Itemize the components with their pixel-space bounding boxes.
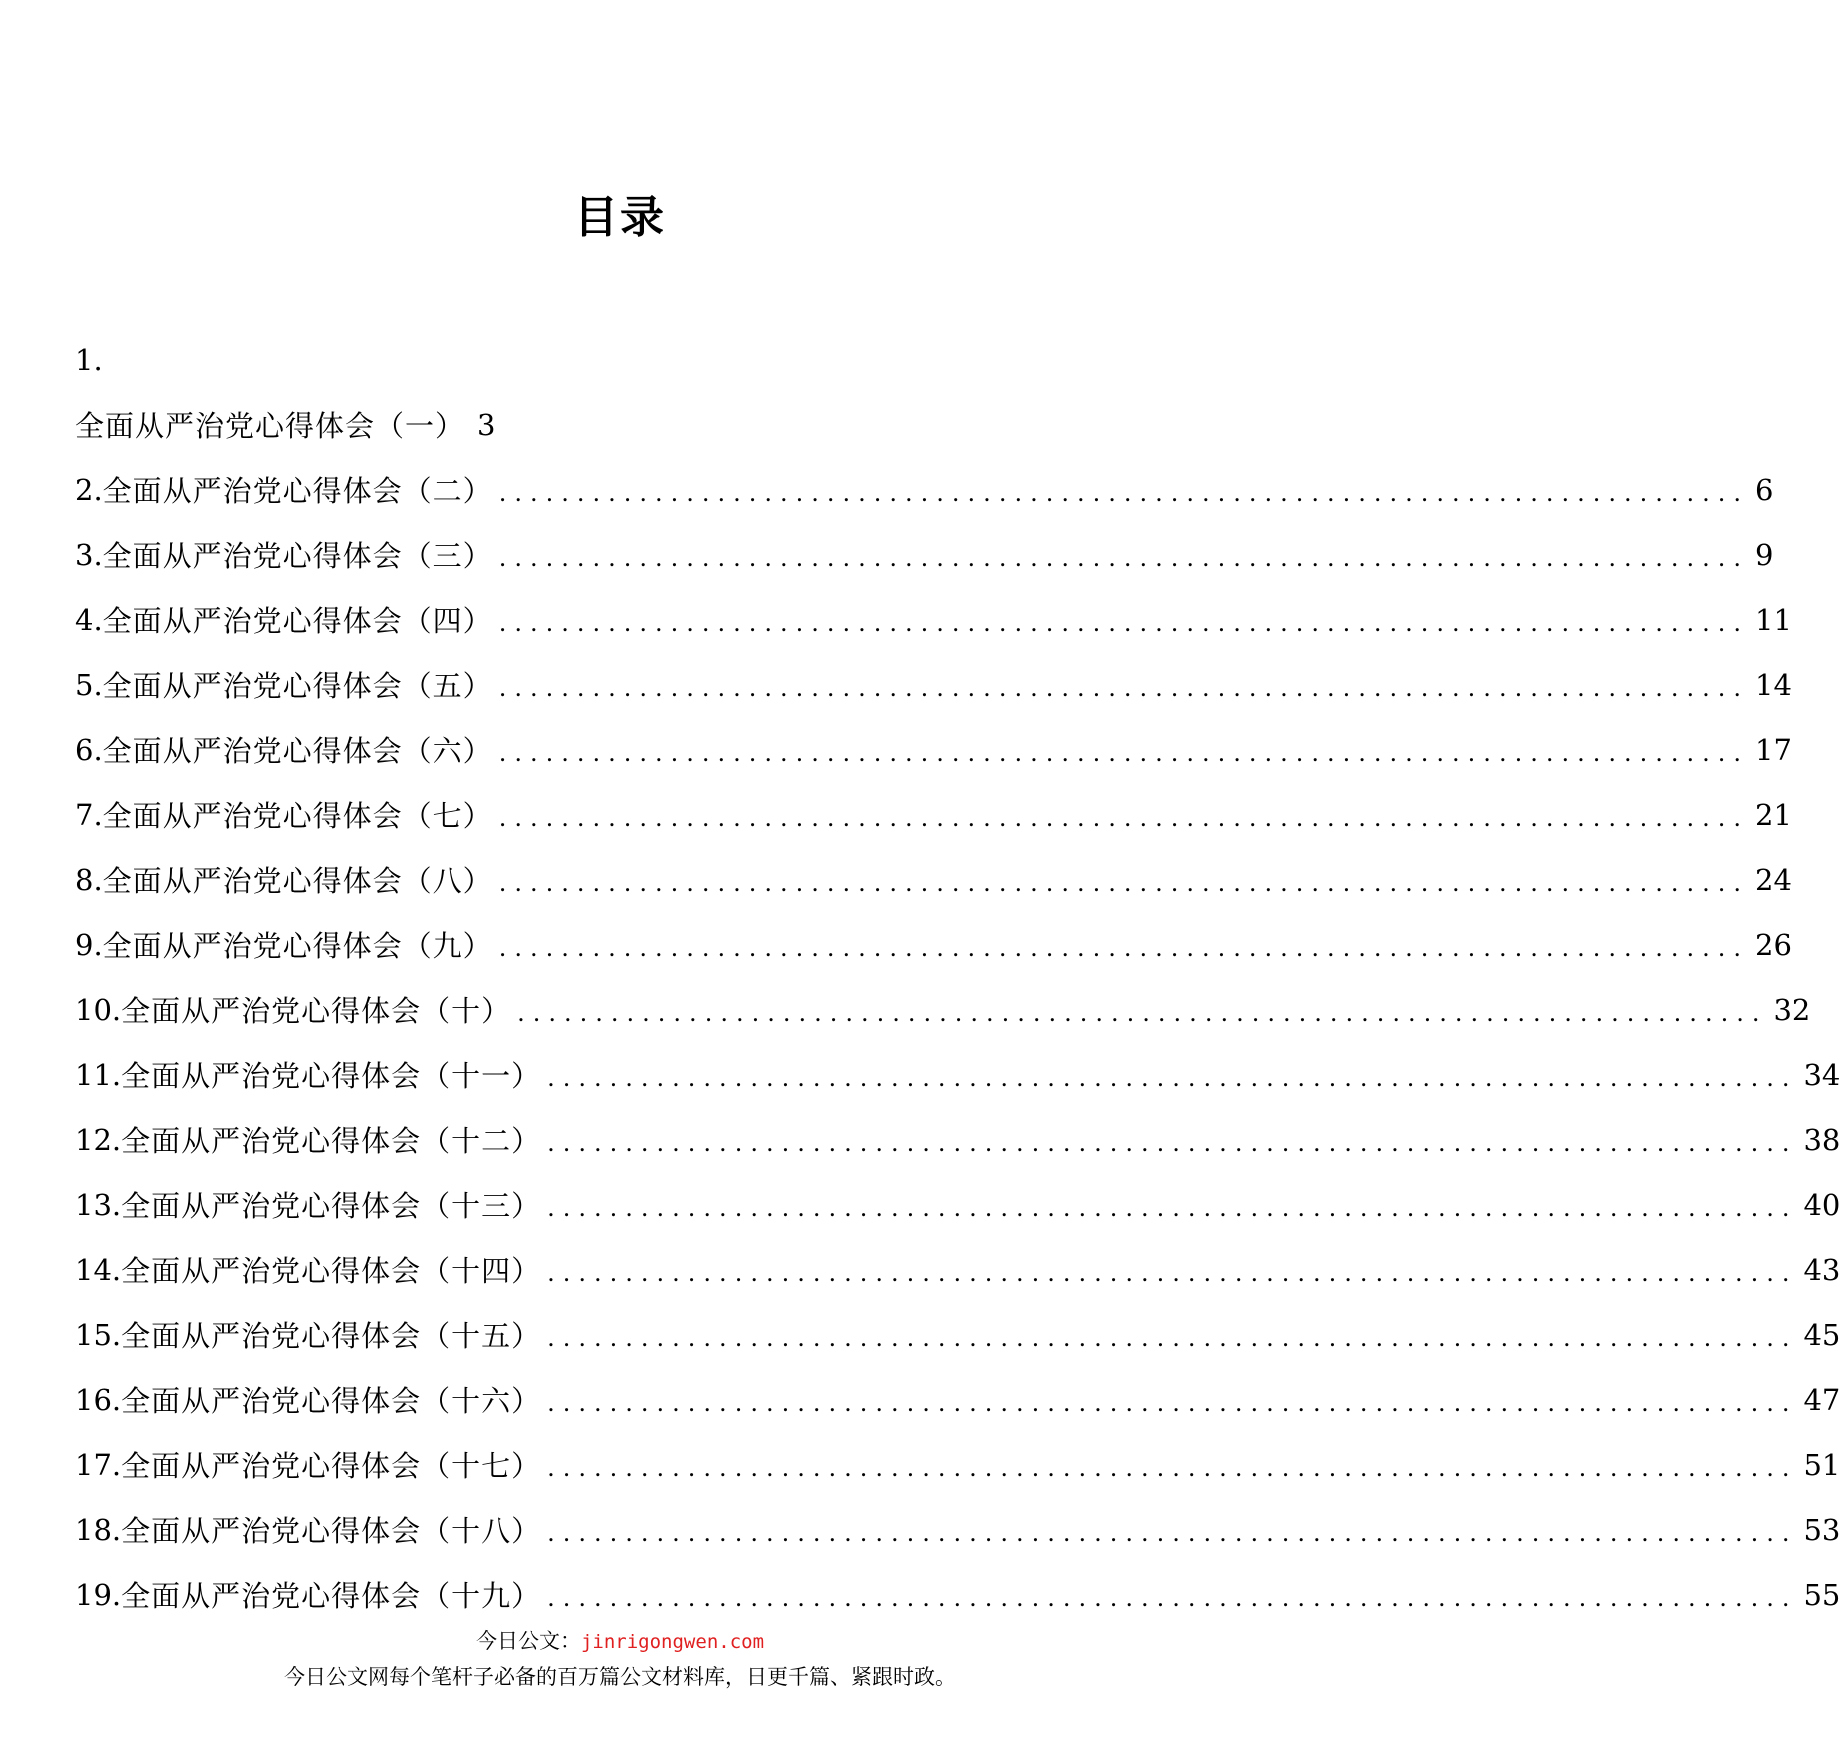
toc-entry-number: 11. <box>75 1057 122 1092</box>
toc-entry-label: 全面从严治党心得体会（十九） <box>121 1579 542 1613</box>
toc-entry-label: 全面从严治党心得体会（五） <box>102 669 493 703</box>
toc-entry-page: 9 <box>1755 537 1774 572</box>
toc-entry-page: 24 <box>1755 862 1792 897</box>
footer-slogan: 今日公文网每个笔杆子必备的百万篇公文材料库，日更千篇、紧跟时政。 <box>284 1665 956 1689</box>
toc-entry-5[interactable] <box>75 652 1792 717</box>
toc-dot-leader: ................................................................................ <box>498 673 1749 702</box>
toc-entry-12[interactable] <box>75 1107 1840 1172</box>
toc-entry-number: 12. <box>75 1122 122 1157</box>
toc-entry-label: 全面从严治党心得体会（四） <box>102 604 493 638</box>
toc-dot-leader: ................................................................................ <box>517 998 1768 1027</box>
toc-entry-10[interactable] <box>75 977 1811 1042</box>
toc-dot-leader: ................................................................................ <box>547 1388 1798 1417</box>
toc-entry-number: 8. <box>75 862 103 897</box>
toc-entries <box>75 457 1840 1627</box>
toc-entry-number: 19. <box>75 1577 122 1612</box>
toc-entry-label: 全面从严治党心得体会（十二） <box>121 1124 542 1158</box>
toc-entry-number: 2. <box>75 472 103 507</box>
toc-entry-page: 45 <box>1803 1317 1840 1352</box>
toc-entry-number: 17. <box>75 1447 122 1482</box>
toc-entry-8[interactable] <box>75 847 1792 912</box>
toc-entry-number: 10. <box>75 992 122 1027</box>
footer-site-label: 今日公文： <box>475 1629 581 1653</box>
footer-site-url[interactable]: jinrigongwen.com <box>580 1631 765 1653</box>
toc-dot-leader: ................................................................................ <box>498 738 1749 767</box>
toc-entry-number: 3. <box>75 537 103 572</box>
toc-entry-9[interactable] <box>75 912 1792 977</box>
toc-entry-11[interactable] <box>75 1042 1840 1107</box>
toc-entry-17[interactable] <box>75 1432 1840 1497</box>
toc-entry-page: 32 <box>1773 992 1811 1027</box>
toc-dot-leader: ................................................................................ <box>547 1583 1798 1612</box>
toc-entry-label: 全面从严治党心得体会（十四） <box>121 1254 542 1288</box>
toc-entry-label: 全面从严治党心得体会（一） <box>75 409 466 443</box>
toc-dot-leader: ................................................................................ <box>498 608 1749 637</box>
toc-entry-page: 26 <box>1755 927 1792 962</box>
toc-entry-number: 15. <box>75 1317 122 1352</box>
toc-entry-page: 55 <box>1803 1577 1840 1612</box>
toc-entry-label: 全面从严治党心得体会（十五） <box>121 1319 542 1353</box>
toc-entry-18[interactable] <box>75 1497 1840 1562</box>
toc-entry-page: 21 <box>1755 797 1792 832</box>
toc-entry-13[interactable] <box>75 1172 1840 1237</box>
toc-entry-label: 全面从严治党心得体会（二） <box>102 474 493 508</box>
toc-dot-leader: ................................................................................ <box>547 1128 1798 1157</box>
toc-entry-19[interactable] <box>75 1562 1840 1627</box>
toc-entry-label: 全面从严治党心得体会（十一） <box>121 1059 542 1093</box>
table-of-contents <box>75 327 1840 1627</box>
toc-entry-page: 51 <box>1803 1447 1840 1482</box>
toc-entry-number: 4. <box>75 602 103 637</box>
toc-entry-label: 全面从严治党心得体会（七） <box>102 799 493 833</box>
toc-entry-number: 6. <box>75 732 103 767</box>
toc-entry-7[interactable] <box>75 782 1792 847</box>
toc-entry-page: 6 <box>1755 472 1774 507</box>
toc-dot-leader: ................................................................................ <box>547 1518 1798 1547</box>
toc-entry-page: 53 <box>1803 1512 1840 1547</box>
toc-dot-leader: ................................................................................ <box>547 1193 1798 1222</box>
toc-entry-number: 7. <box>75 797 103 832</box>
toc-entry-page: 11 <box>1755 602 1792 637</box>
toc-dot-leader: ................................................................................ <box>498 868 1749 897</box>
toc-dot-leader: ................................................................................ <box>547 1453 1798 1482</box>
toc-dot-leader: ................................................................................ <box>547 1258 1798 1287</box>
toc-entry-label: 全面从严治党心得体会（八） <box>102 864 493 898</box>
toc-entry-page: 47 <box>1803 1382 1840 1417</box>
toc-entry-label: 全面从严治党心得体会（六） <box>102 734 493 768</box>
toc-entry-label: 全面从严治党心得体会（十） <box>121 994 512 1028</box>
toc-dot-leader: ................................................................................ <box>547 1323 1798 1352</box>
toc-entry-6[interactable] <box>75 717 1792 782</box>
toc-entry-page: 14 <box>1755 667 1792 702</box>
toc-entry-label: 全面从严治党心得体会（九） <box>102 929 493 963</box>
toc-entry-page: 17 <box>1755 732 1792 767</box>
toc-entry-14[interactable] <box>75 1237 1840 1302</box>
toc-entry-label: 全面从严治党心得体会（十六） <box>121 1384 542 1418</box>
page-title: 目录 <box>574 192 666 243</box>
toc-entry-label: 全面从严治党心得体会（十三） <box>121 1189 542 1223</box>
footer-site <box>0 1626 1240 1657</box>
toc-entry-page: 3 <box>477 407 496 442</box>
toc-entry-page: 34 <box>1803 1057 1840 1092</box>
toc-dot-leader: ................................................................................ <box>498 803 1749 832</box>
toc-entry-1-number: 1. <box>75 342 103 377</box>
toc-entry-page: 40 <box>1803 1187 1840 1222</box>
toc-entry-number: 13. <box>75 1187 122 1222</box>
toc-entry-number: 16. <box>75 1382 122 1417</box>
toc-entry-4[interactable] <box>75 587 1792 652</box>
toc-entry-1[interactable] <box>75 392 1164 457</box>
toc-entry-number: 5. <box>75 667 103 702</box>
toc-entry-number: 9. <box>75 927 103 962</box>
toc-entry-3[interactable] <box>75 522 1774 587</box>
toc-dot-leader: ................................................................................ <box>547 1063 1798 1092</box>
toc-entry-page: 38 <box>1803 1122 1840 1157</box>
toc-entry-16[interactable] <box>75 1367 1840 1432</box>
toc-dot-leader: ................................................................................ <box>498 478 1749 507</box>
toc-dot-leader: ................................................................................ <box>498 933 1749 962</box>
toc-entry-label: 全面从严治党心得体会（十八） <box>121 1514 542 1548</box>
toc-entry-label: 全面从严治党心得体会（十七） <box>121 1449 542 1483</box>
toc-entry-label: 全面从严治党心得体会（三） <box>102 539 493 573</box>
toc-entry-page: 43 <box>1803 1252 1840 1287</box>
toc-entry-2[interactable] <box>75 457 1774 522</box>
toc-dot-leader: ................................................................................ <box>498 543 1749 572</box>
toc-entry-number: 14. <box>75 1252 122 1287</box>
toc-entry-15[interactable] <box>75 1302 1840 1367</box>
toc-entry-number: 18. <box>75 1512 122 1547</box>
